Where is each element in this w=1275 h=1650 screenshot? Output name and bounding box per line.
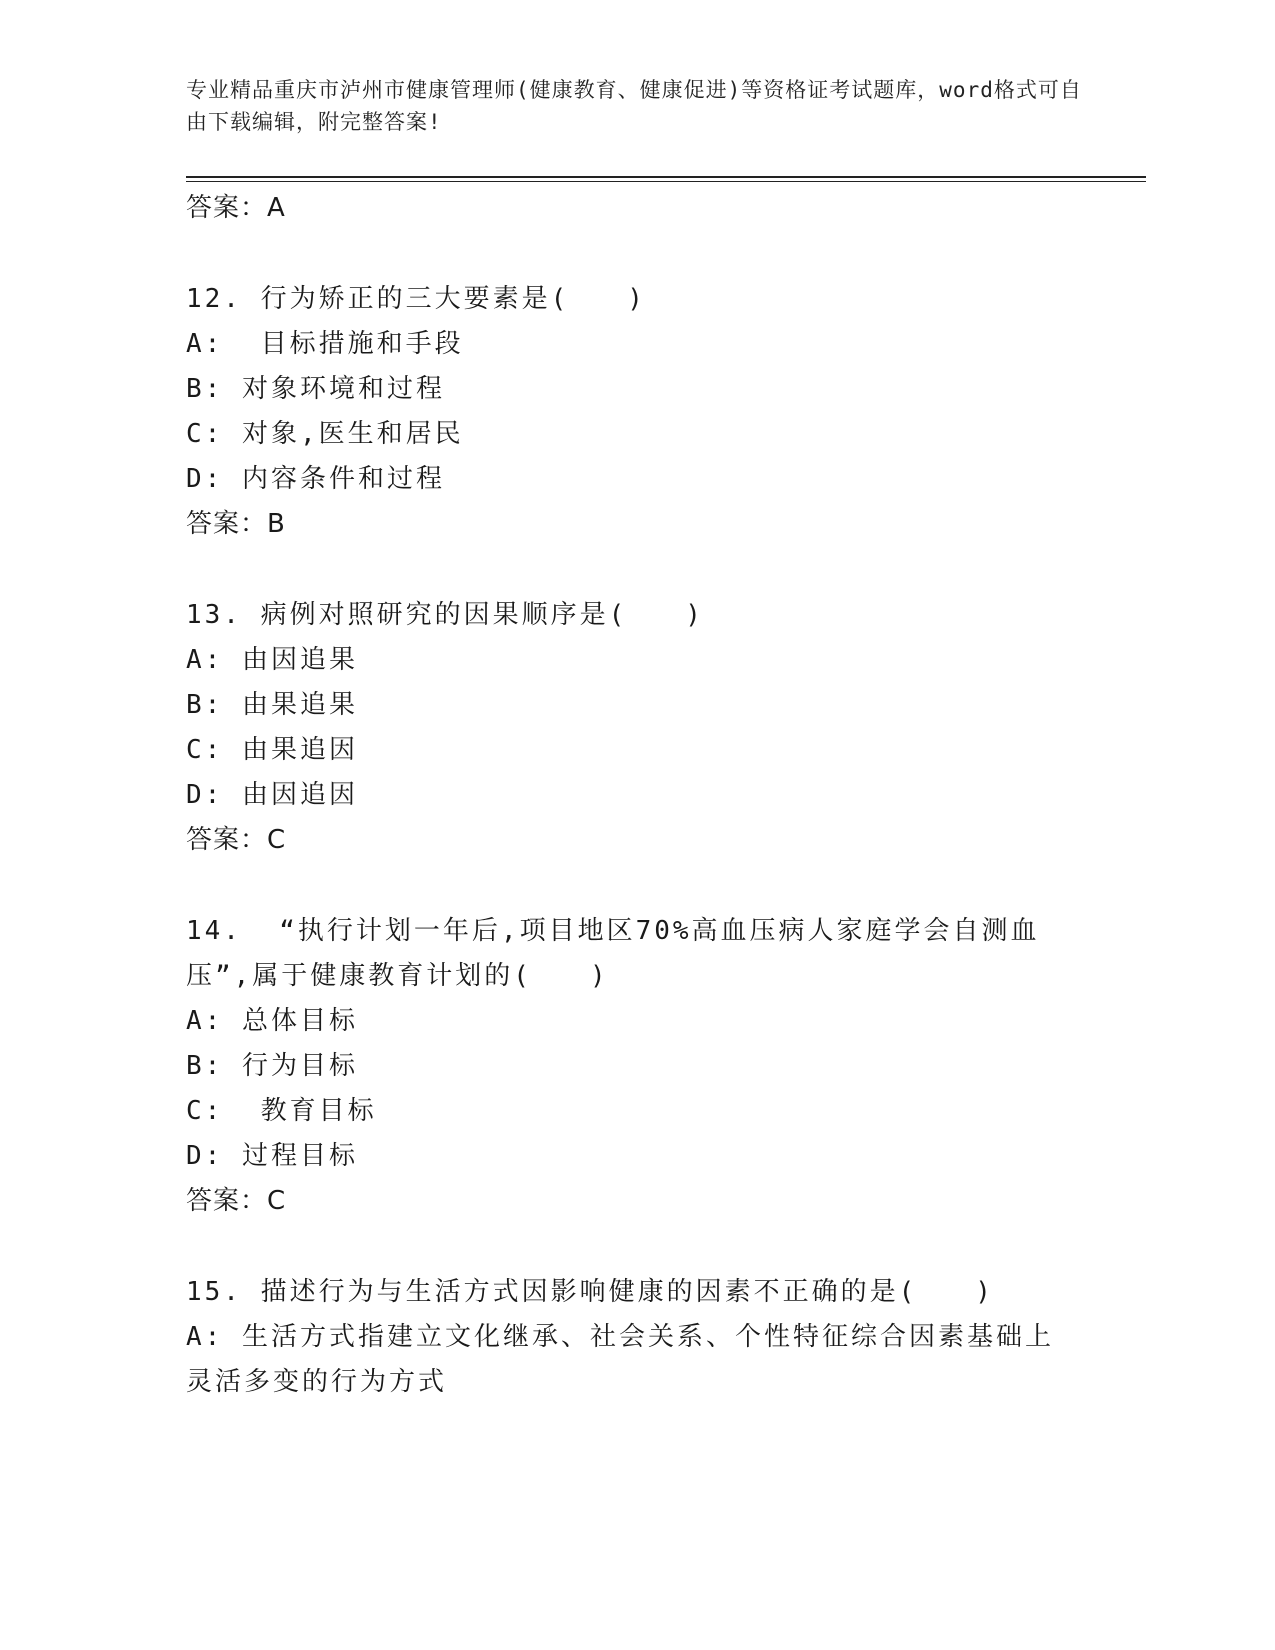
question-stem: 13. 病例对照研究的因果顺序是( ) (186, 600, 704, 630)
question-12 (186, 277, 1086, 547)
question-list (186, 186, 1086, 1405)
question-stem: 14. “执行计划一年后,项目地区70%高血压病人家庭学会自测血压”,属于健康教育计划的( ) (186, 916, 1040, 991)
option-b: B: 行为目标 (186, 1051, 358, 1081)
option-d: D: 由因追因 (186, 780, 358, 810)
question-13 (186, 593, 1086, 863)
option-a: A: 总体目标 (186, 1006, 358, 1036)
option-a: A: 由因追果 (186, 645, 358, 675)
answer: 答案：C (186, 825, 287, 855)
option-c: C: 对象,医生和居民 (186, 419, 464, 449)
header-divider-thin (186, 181, 1146, 182)
option-d: D: 内容条件和过程 (186, 464, 445, 494)
document-header: 专业精品重庆市泸州市健康管理师(健康教育、健康促进)等资格证考试题库，word格式可自由下载编辑，附完整答案! (186, 78, 1082, 134)
option-c: C: 教育目标 (186, 1096, 377, 1126)
option-d: D: 过程目标 (186, 1141, 358, 1171)
previous-answer: 答案：A (186, 193, 286, 223)
question-stem: 15. 描述行为与生活方式因影响健康的因素不正确的是( ) (186, 1277, 994, 1307)
answer: 答案：C (186, 1186, 287, 1216)
option-b: B: 由果追果 (186, 690, 358, 720)
option-b: B: 对象环境和过程 (186, 374, 445, 404)
question-15 (186, 1270, 1086, 1405)
question-stem: 12. 行为矫正的三大要素是( ) (186, 284, 646, 314)
option-a: A: 生活方式指建立文化继承、社会关系、个性特征综合因素基础上灵活多变的行为方式 (186, 1322, 1054, 1397)
header-divider-thick (186, 176, 1146, 178)
answer: 答案：B (186, 509, 286, 539)
question-14 (186, 909, 1086, 1224)
option-a: A: 目标措施和手段 (186, 329, 464, 359)
option-c: C: 由果追因 (186, 735, 358, 765)
